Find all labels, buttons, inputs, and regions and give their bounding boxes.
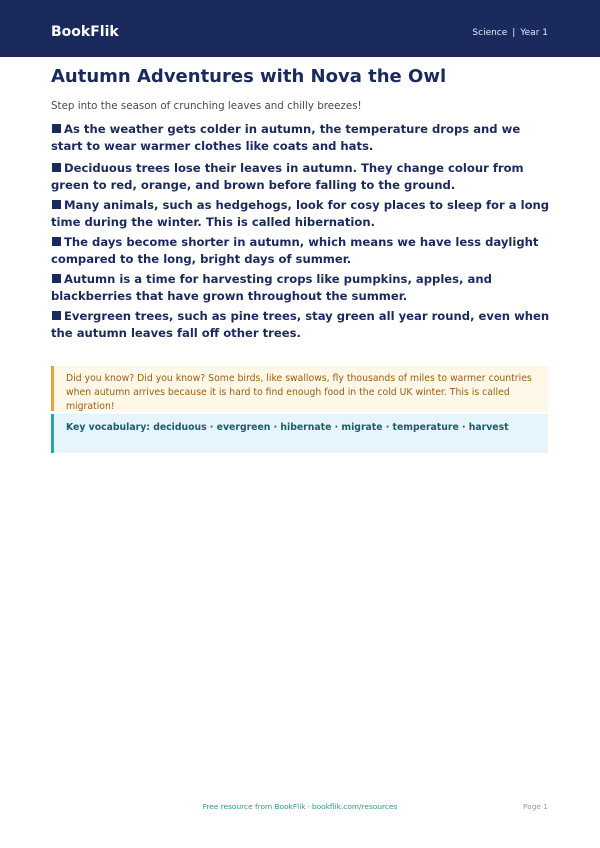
brand-logo[interactable]: BookFlik bbox=[51, 24, 119, 40]
meta-separator: | bbox=[512, 28, 516, 38]
page-footer bbox=[0, 800, 600, 816]
fact-item bbox=[51, 271, 551, 305]
fact-text: Deciduous trees lose their leaves in autumn. They change colour from green to red, orange, and brown before falling to the ground. bbox=[51, 161, 524, 192]
fact-text: The days become shorter in autumn, which means we have less daylight compared to the long, bright days of summer. bbox=[51, 235, 539, 266]
square-bullet-icon bbox=[52, 311, 61, 320]
fact-text: As the weather gets colder in autumn, the temperature drops and we start to wear warmer clothes like coats and hats. bbox=[51, 122, 521, 153]
footer-url[interactable]: bookflik.com/resources bbox=[311, 802, 398, 811]
fact-item bbox=[51, 160, 551, 194]
footer-separator: · bbox=[307, 802, 310, 811]
fact-list bbox=[51, 121, 551, 345]
square-bullet-icon bbox=[52, 200, 61, 209]
footer-resource-text: Free resource from BookFlik bbox=[202, 802, 306, 811]
page-subtitle: Step into the season of crunching leaves and chilly breezes! bbox=[51, 100, 362, 112]
fact-item bbox=[51, 197, 551, 231]
fact-item bbox=[51, 121, 551, 155]
square-bullet-icon bbox=[52, 124, 61, 133]
fact-text: Evergreen trees, such as pine trees, stay green all year round, even when the autumn leaves fall off other trees. bbox=[51, 309, 550, 340]
fact-text: Autumn is a time for harvesting crops like pumpkins, apples, and blackberries that have grown throughout the summer. bbox=[51, 272, 492, 303]
square-bullet-icon bbox=[52, 163, 61, 172]
square-bullet-icon bbox=[52, 274, 61, 283]
vocabulary-text: Key vocabulary: deciduous · evergreen · hibernate · migrate · temperature · harvest bbox=[66, 422, 509, 433]
page-header bbox=[0, 0, 600, 57]
subject-year-label bbox=[472, 26, 548, 40]
fact-item bbox=[51, 234, 551, 268]
fact-text: Many animals, such as hedgehogs, look for cosy places to sleep for a long time during the winter. This is called hibernation. bbox=[51, 198, 550, 229]
year-label: Year 1 bbox=[520, 28, 548, 38]
subject-label: Science bbox=[472, 28, 508, 38]
page-number: Page 1 bbox=[523, 802, 548, 811]
vocabulary-box bbox=[51, 414, 548, 453]
did-you-know-callout bbox=[51, 366, 548, 411]
page-title: Autumn Adventures with Nova the Owl bbox=[51, 66, 447, 87]
did-you-know-text: Did you know? Did you know? Some birds, like swallows, fly thousands of miles to warmer countries when autumn arrives because it is hard to find enough food in the cold UK winter. This is called migration! bbox=[66, 373, 532, 412]
footer-resource-link[interactable] bbox=[0, 800, 600, 814]
fact-item bbox=[51, 308, 551, 342]
square-bullet-icon bbox=[52, 237, 61, 246]
